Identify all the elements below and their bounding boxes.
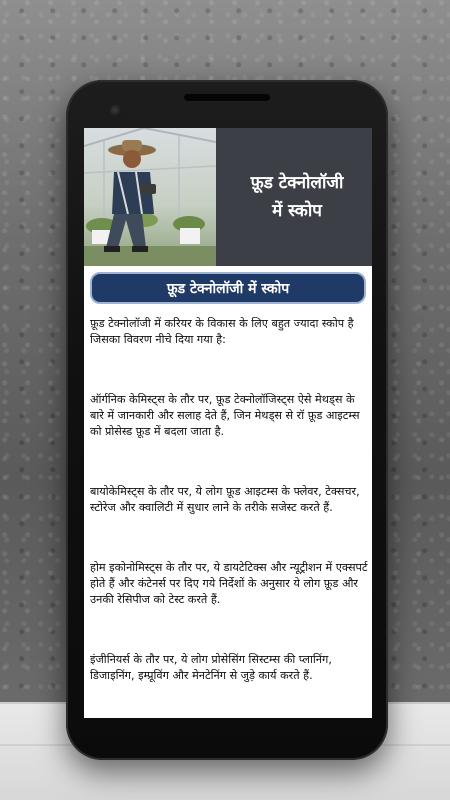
header-banner bbox=[84, 128, 372, 266]
paragraph-home-economists: होम इकोनोमिस्ट्स के तौर पर, ये डायटेटिक्स और न्यूट्रीशन में एक्सपर्ट होते हैं और कंटेनर्स पर दिए गये निर्देशों के अनुसार ये लोग फ़ूड और उनकी रेसिपीज को टेस्ट करते हैं. bbox=[90, 561, 368, 606]
speaker-grille bbox=[184, 94, 270, 101]
paragraph-organic-chemists: ऑर्गनिक केमिस्ट्स के तौर पर, फ़ूड टेक्नोलॉजिस्ट्स ऐसे मेथड्स के बारे में जानकारी और सलाह देते हैं, जिन मेथड्स से रॉ फ़ूड आइटम्स को प्रोसेस्ड फ़ूड में बदला जाता है. bbox=[90, 393, 360, 438]
front-camera-icon bbox=[110, 105, 122, 117]
article-body[interactable] bbox=[90, 316, 370, 718]
farmer-photo-icon bbox=[84, 128, 216, 266]
section-heading: फ़ूड टेक्नोलॉजी में स्कोप bbox=[90, 272, 366, 304]
paragraph-intro: फ़ूड टेक्नोलॉजी में करियर के विकास के लिए बहुत ज्यादा स्कोप है जिसका विवरण नीचे दिया गया है: bbox=[90, 317, 354, 346]
paragraph-biochemists: बायोकेमिस्ट्स के तौर पर, ये लोग फ़ूड आइटम्स के फ्लेवर, टेक्सचर, स्टोरेज और क्वालिटी में सुधार लाने के तरीके सजेस्ट करते हैं. bbox=[90, 485, 360, 514]
banner-title: फ़ूड टेक्नोलॉजी में स्कोप bbox=[250, 173, 344, 221]
paragraph-engineers: इंजीनियर्स के तौर पर, ये लोग प्रोसेसिंग सिस्टम्स की प्लानिंग, डिजाइनिंग, इम्प्रूविंग और मेनटेनिंग से जुड़े कार्य करते हैं. bbox=[90, 653, 332, 682]
app-screen[interactable] bbox=[84, 128, 372, 718]
